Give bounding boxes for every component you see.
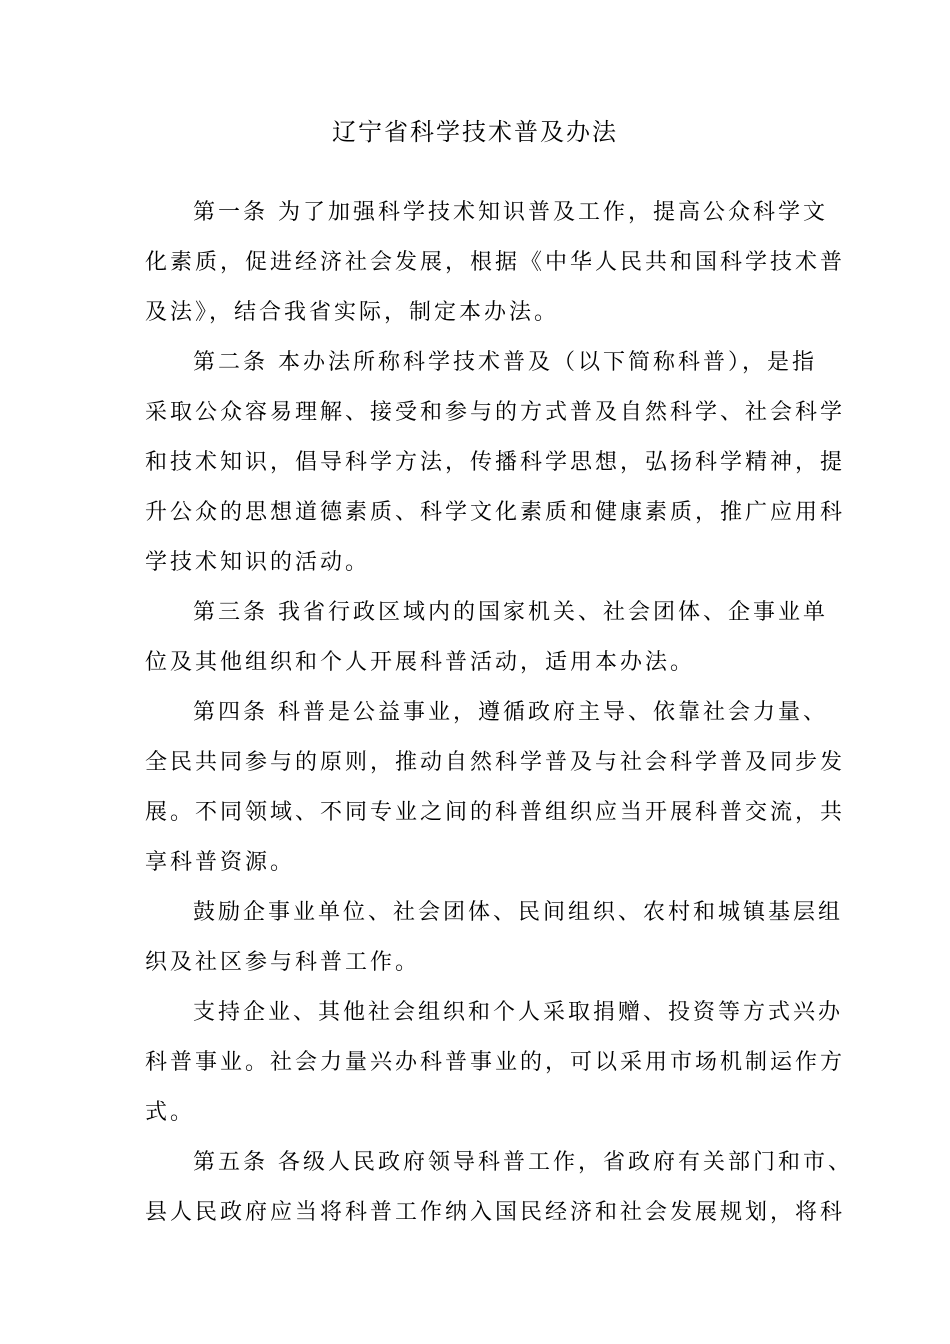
paragraph-line: 第四条 科普是公益事业，遵循政府主导、依靠社会力量、 [193, 700, 828, 725]
article-4-clause-3-paragraph [145, 988, 846, 1138]
paragraph-line: 县人民政府应当将科普工作纳入国民经济和社会发展规划，将科 [145, 1200, 846, 1225]
paragraph-line: 全民共同参与的原则，推动自然科学普及与社会科学普及同步发 [145, 750, 846, 775]
paragraph-line: 式。 [145, 1100, 196, 1125]
article-4-paragraph [145, 688, 846, 888]
paragraph-line: 采取公众容易理解、接受和参与的方式普及自然科学、社会科学 [145, 400, 846, 425]
paragraph-line: 支持企业、其他社会组织和个人采取捐赠、投资等方式兴办 [193, 1000, 844, 1025]
paragraph-line: 及法》，结合我省实际，制定本办法。 [145, 300, 560, 325]
article-5-paragraph [145, 1138, 853, 1238]
paragraph-line: 享科普资源。 [145, 850, 296, 875]
document-title: 辽宁省科学技术普及办法 [332, 118, 618, 146]
paragraph-line: 第二条 本办法所称科学技术普及（以下简称科普），是指 [193, 350, 817, 375]
paragraph-line: 织及社区参与科普工作。 [145, 950, 421, 975]
article-4-clause-2-paragraph [145, 888, 844, 988]
paragraph-line: 学技术知识的活动。 [145, 550, 371, 575]
paragraph-line: 升公众的思想道德素质、科学文化素质和健康素质，推广应用科 [145, 500, 846, 525]
paragraph-line: 第五条 各级人民政府领导科普工作，省政府有关部门和市、 [193, 1150, 853, 1175]
paragraph-line: 化素质，促进经济社会发展，根据《中华人民共和国科学技术普 [145, 250, 846, 275]
paragraph-line: 展。不同领域、不同专业之间的科普组织应当开展科普交流，共 [145, 800, 846, 825]
article-3-paragraph [145, 588, 828, 688]
paragraph-line: 和技术知识，倡导科学方法，传播科学思想，弘扬科学精神，提 [145, 450, 846, 475]
paragraph-line: 科普事业。社会力量兴办科普事业的，可以采用市场机制运作方 [145, 1050, 846, 1075]
document-body [145, 188, 853, 1238]
paragraph-line: 第一条 为了加强科学技术知识普及工作，提高公众科学文 [193, 200, 828, 225]
article-1-paragraph [145, 188, 846, 338]
paragraph-line: 位及其他组织和个人开展科普活动，适用本办法。 [145, 650, 696, 675]
article-2-paragraph [145, 338, 846, 588]
paragraph-line: 第三条 我省行政区域内的国家机关、社会团体、企事业单 [193, 600, 828, 625]
paragraph-line: 鼓励企事业单位、社会团体、民间组织、农村和城镇基层组 [193, 900, 844, 925]
